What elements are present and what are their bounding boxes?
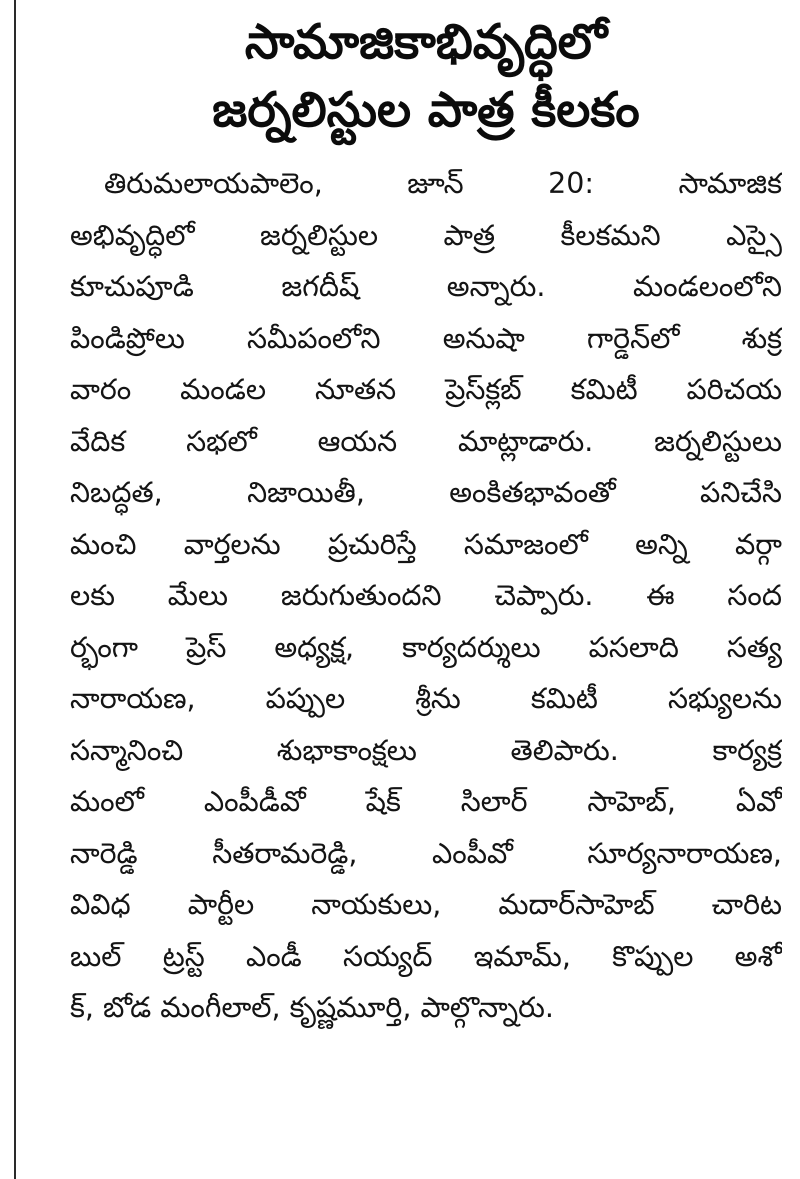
- body-line: వివిధ పార్టీల నాయకులు, మదార్‌సాహెబ్ చారిట: [70, 888, 782, 921]
- body-line: ర్భంగా ప్రెస్ అధ్యక్ష, కార్యదర్శులు పసలాది సత్య: [70, 630, 782, 664]
- article-body: [70, 158, 782, 1034]
- body-line: పిండిప్రోలు సమీపంలోని అనుషా గార్డెన్‌లో శుక్ర: [70, 321, 782, 355]
- body-line: నిబద్ధత, నిజాయితీ, అంకితభావంతో పనిచేసి: [70, 476, 782, 509]
- headline-line-1: సామాజికాభివృద్ధిలో: [244, 14, 608, 70]
- news-article: [70, 8, 782, 1034]
- article-headline: [70, 8, 782, 144]
- headline-line-2: జర్నలిస్టుల పాత్ర కీలకం: [212, 82, 640, 138]
- body-line: లకు మేలు జరుగుతుందని చెప్పారు. ఈ సంద: [70, 579, 782, 612]
- body-line: కూచుపూడి జగదీష్ అన్నారు. మండలంలోని: [70, 270, 782, 303]
- body-line: సన్మానించి శుభాకాంక్షలు తెలిపారు. కార్యక్ర: [70, 733, 782, 767]
- body-line: క్, బోడ మంగీలాల్, కృష్ణమూర్తి, పాల్గొన్నారు.: [70, 991, 554, 1024]
- body-line: బుల్ ట్రస్ట్ ఎండీ సయ్యద్ ఇమామ్, కొప్పుల అశో: [70, 939, 782, 973]
- body-line: మంచి వార్తలను ప్రచురిస్తే సమాజంలో అన్ని వర్గా: [70, 527, 782, 561]
- body-line: వారం మండల నూతన ప్రెస్‌క్లబ్ కమిటీ పరిచయ: [70, 373, 782, 406]
- body-line: వేదిక సభలో ఆయన మాట్లాడారు. జర్నలిస్టులు: [70, 424, 782, 458]
- body-line: నారెడ్డి సీతరామరెడ్డి, ఎంపీవో సూర్యనారాయణ,: [70, 836, 782, 870]
- body-line: అభివృద్ధిలో జర్నలిస్టుల పాత్ర కీలకమని ఎస్సై: [70, 218, 782, 252]
- column-divider-line: [14, 0, 16, 1179]
- body-line: నారాయణ, పప్పుల శ్రీను కమిటీ సభ్యులను: [70, 682, 782, 715]
- body-line: తిరుమలాయపాలెం, జూన్ 20: సామాజిక: [104, 167, 782, 200]
- body-line: మంలో ఎంపీడీవో షేక్ సిలార్ సాహెబ్, ఏవో: [70, 785, 782, 818]
